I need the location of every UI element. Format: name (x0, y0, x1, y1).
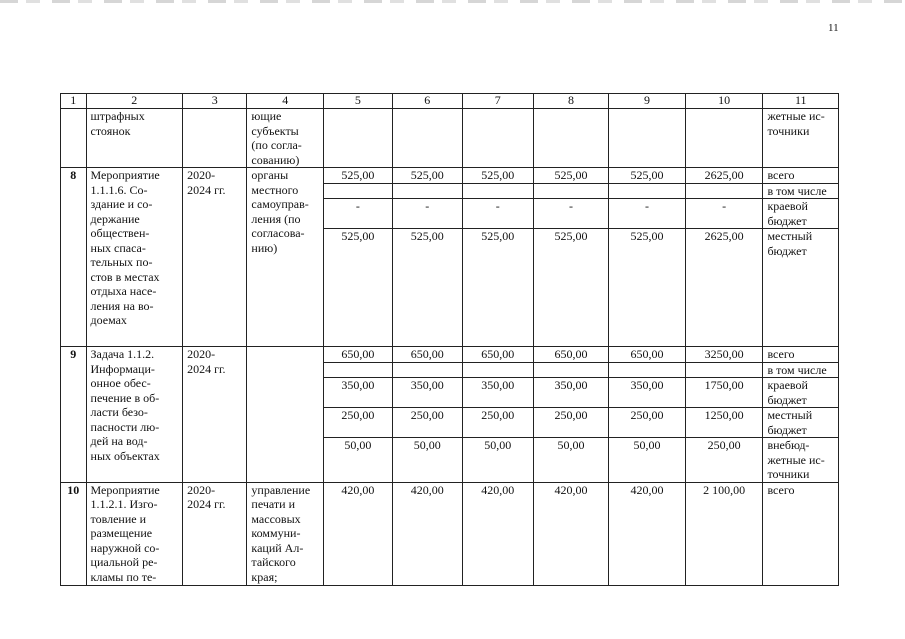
row-number: 8 (61, 168, 87, 347)
value-cell: 350,00 (533, 378, 608, 408)
value-cell: 350,00 (462, 378, 533, 408)
funding-source: всего (763, 347, 839, 363)
value-cell: 525,00 (392, 168, 462, 184)
value-cell: 420,00 (533, 482, 608, 585)
value-cell: 50,00 (462, 438, 533, 483)
value-cell (533, 362, 608, 378)
header-cell: 7 (462, 94, 533, 109)
value-cell: - (324, 199, 393, 229)
value-cell: 525,00 (609, 168, 686, 184)
value-cell (685, 362, 763, 378)
table-body (61, 94, 839, 586)
table-row (61, 347, 839, 363)
continued-row (61, 109, 839, 168)
value-cell (462, 362, 533, 378)
value-cell (392, 183, 462, 199)
value-cell (462, 183, 533, 199)
value-cell: 650,00 (533, 347, 608, 363)
value-cell (324, 183, 393, 199)
value-cell: 350,00 (392, 378, 462, 408)
row-number: 9 (61, 347, 87, 483)
value-cell: 50,00 (324, 438, 393, 483)
executor: ющие субъекты (по согла- сованию) (247, 109, 324, 168)
funding-source: краевой бюджет (763, 378, 839, 408)
funding-source: в том числе (763, 183, 839, 199)
header-cell: 2 (86, 94, 183, 109)
value-cell: 525,00 (533, 229, 608, 347)
value-cell: 3250,00 (685, 347, 763, 363)
header-cell: 6 (392, 94, 462, 109)
value-cell (392, 362, 462, 378)
executor (247, 347, 324, 483)
header-cell: 4 (247, 94, 324, 109)
value-cell: 420,00 (609, 482, 686, 585)
header-row (61, 94, 839, 109)
value-cell: 250,00 (685, 438, 763, 483)
page-number: 11 (828, 22, 839, 34)
header-cell: 8 (533, 94, 608, 109)
value-cell: 420,00 (462, 482, 533, 585)
value-cell: 525,00 (609, 229, 686, 347)
header-cell: 9 (609, 94, 686, 109)
value-cell: 250,00 (392, 408, 462, 438)
value-cell: 650,00 (609, 347, 686, 363)
value-cell (609, 109, 686, 168)
value-cell: - (609, 199, 686, 229)
value-cell (685, 183, 763, 199)
value-cell (609, 183, 686, 199)
value-cell: 2 100,00 (685, 482, 763, 585)
value-cell (685, 109, 763, 168)
value-cell (533, 183, 608, 199)
value-cell: 650,00 (324, 347, 393, 363)
header-cell: 11 (763, 94, 839, 109)
value-cell: 250,00 (462, 408, 533, 438)
header-cell: 10 (685, 94, 763, 109)
row-number (61, 109, 87, 168)
measure-name: Задача 1.1.2. Информаци- онное обес- печение в об- ласти безо- пасности лю- дей на вод- ных объектах (86, 347, 183, 483)
value-cell: 525,00 (392, 229, 462, 347)
value-cell: 2625,00 (685, 229, 763, 347)
value-cell: 250,00 (324, 408, 393, 438)
value-cell (324, 109, 393, 168)
period (183, 109, 247, 168)
header-cell: 1 (61, 94, 87, 109)
value-cell: 650,00 (392, 347, 462, 363)
table-row (61, 168, 839, 184)
scan-artifact-line (0, 0, 905, 3)
value-cell: 1250,00 (685, 408, 763, 438)
value-cell (533, 109, 608, 168)
value-cell: 2625,00 (685, 168, 763, 184)
value-cell: 50,00 (392, 438, 462, 483)
value-cell: 250,00 (533, 408, 608, 438)
funding-source: в том числе (763, 362, 839, 378)
value-cell: 650,00 (462, 347, 533, 363)
value-cell (462, 109, 533, 168)
value-cell: - (533, 199, 608, 229)
value-cell: 525,00 (324, 168, 393, 184)
funding-source: жетные ис- точники (763, 109, 839, 168)
executor: управление печати и массовых коммуни- каций Ал- тайского края; (247, 482, 324, 585)
funding-source: краевой бюджет (763, 199, 839, 229)
value-cell: 250,00 (609, 408, 686, 438)
value-cell: 525,00 (462, 229, 533, 347)
funding-source: всего (763, 168, 839, 184)
value-cell: - (392, 199, 462, 229)
table-row (61, 482, 839, 585)
value-cell: 525,00 (462, 168, 533, 184)
header-cell: 5 (324, 94, 393, 109)
value-cell (392, 109, 462, 168)
executor: органы местного самоуправ- ления (по согласова- нию) (247, 168, 324, 347)
funding-source: всего (763, 482, 839, 585)
funding-source: местный бюджет (763, 408, 839, 438)
period: 2020- 2024 гг. (183, 347, 247, 483)
value-cell (324, 362, 393, 378)
period: 2020- 2024 гг. (183, 482, 247, 585)
value-cell: 350,00 (609, 378, 686, 408)
funding-source: местный бюджет (763, 229, 839, 347)
value-cell: 350,00 (324, 378, 393, 408)
measure-name: Мероприятие 1.1.2.1. Изго- товление и размещение наружной со- циальной ре- кламы по те- (86, 482, 183, 585)
header-cell: 3 (183, 94, 247, 109)
value-cell: 420,00 (392, 482, 462, 585)
funding-source: внебюд- жетные ис- точники (763, 438, 839, 483)
value-cell: - (685, 199, 763, 229)
program-table (60, 93, 839, 586)
row-number: 10 (61, 482, 87, 585)
measure-name: штрафных стоянок (86, 109, 183, 168)
value-cell: 50,00 (609, 438, 686, 483)
value-cell: 1750,00 (685, 378, 763, 408)
value-cell: 525,00 (533, 168, 608, 184)
value-cell: - (462, 199, 533, 229)
value-cell (609, 362, 686, 378)
period: 2020- 2024 гг. (183, 168, 247, 347)
value-cell: 525,00 (324, 229, 393, 347)
value-cell: 420,00 (324, 482, 393, 585)
value-cell: 50,00 (533, 438, 608, 483)
measure-name: Мероприятие 1.1.1.6. Со- здание и со- держание обществен- ных спаса- тельных по- стов в местах отдыха насе- ления на во- доемах (86, 168, 183, 347)
